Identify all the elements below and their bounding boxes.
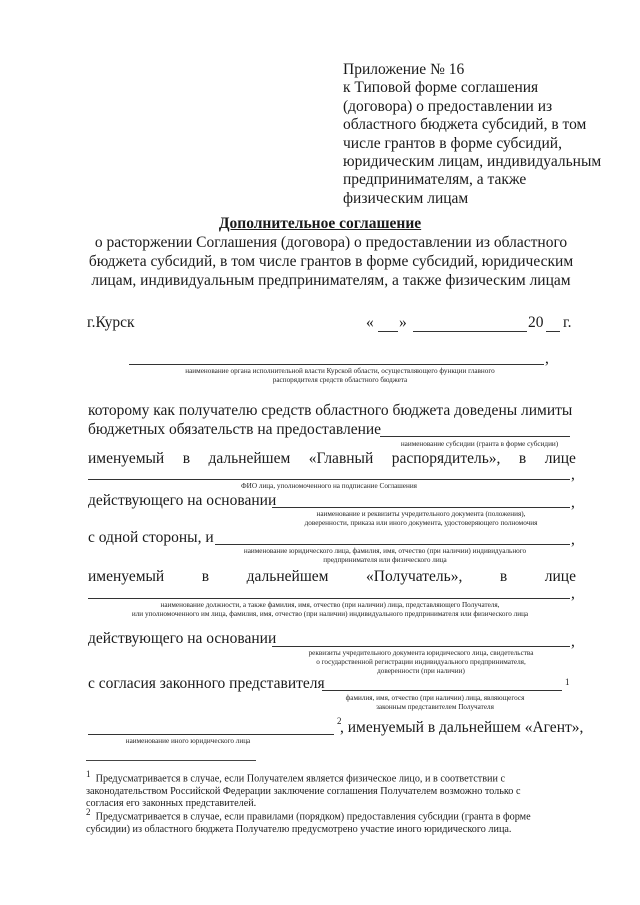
footnote-1: $^1$ Предусматривается в случае, если Получателем является физическое лицо, и в соответствии с законодательством Российской Федерации заключение соглашения Получателем возможно только с согласия его законных представителей.	[86, 769, 521, 810]
footnote-2: $^2$ Предусматривается в случае, если правилами (порядком) предоставления субсидии (гранта в форме субсидии) из областного бюджета Получателю предусмотрено участие иного юридического лица.	[86, 807, 531, 835]
consent-label: с согласия законного представителя	[88, 675, 325, 692]
authority-blank[interactable]	[129, 364, 544, 365]
authority-note: наименование органа исполнительной власти Курской области, осуществляющего функции главного распорядителя средств областного бюджета	[185, 367, 495, 384]
acting2-blank[interactable]	[272, 646, 570, 647]
appendix-line: физическим лицам	[343, 189, 469, 207]
year-suffix: г.	[563, 314, 572, 331]
date-open-quote: «	[366, 314, 374, 331]
acting1-label: действующего на основании	[88, 492, 277, 509]
agent-blank[interactable]	[88, 734, 334, 735]
recipient-note: наименование должности, а также фамилия, имя, отчество (при наличии) лица, представляющего Получателя, или уполномоченного им лица, фамилия, имя, отчество (при наличии) индивидуального предпринимателя или физического лица	[131, 601, 529, 618]
appendix-header	[343, 61, 613, 208]
day-blank[interactable]	[378, 331, 398, 332]
acting2-label: действующего на основании	[88, 630, 277, 647]
document-subtitle	[86, 233, 576, 290]
named-chief-row: именуемый в дальнейшем «Главный распорядитель», в лице	[88, 450, 576, 467]
footnote-separator	[86, 760, 256, 761]
appendix-line: областного бюджета субсидий, в том	[343, 116, 587, 134]
acting2-note: реквизиты учредительного документа юридического лица, свидетельства о государственной регистрации индивидуального предпринимателя, доверенности (при наличии)	[308, 649, 534, 675]
representative-blank[interactable]	[322, 690, 562, 691]
place-of-signing: г.Курск	[87, 314, 135, 331]
subsidy-blank[interactable]	[380, 436, 570, 437]
one-side-label: с одной стороны, и	[88, 529, 214, 546]
document-page: Приложение № 16 к Типовой форме соглашения (договора) о предоставлении из областного бюджета субсидий, в том числе грантов в форме субсидий, юридическим лицам, индивидуальным предпринимателям, а также физическим лицам Дополнительное соглашение о расторжении Соглашения (договора) о предоставлении из областного бюджета субсидий, в том числе грантов в форме субсидий, юридическим лицам, индивидуальным предпринимателям, а также физическим лицам г.Курск « » 20 г. , наименование органа исполнительной власти Курской области, осуществляющего функции главного распорядителя средств областного бюджета которому как получателю средств областного бюджета доведены лимиты бюджетных обязательств на предоставление наименование субсидии (гранта в форме субсидии) именуемый в дальнейшем «Главный распорядитель», в лице , ФИО лица, уполномоченного на подписание Соглашения действующего на основании , наименование и реквизиты учредительного документа (положения), доверенности, приказа или иного документа, удостоверяющего полномочия с одной стороны, и , наименование юридического лица, фамилия, имя, отчество (при наличии) индивидуального предпринимателя или физического лица именуемый в дальнейшем «Получатель», в лице , наименование должности, а также фамилия, имя, отчество (при наличии) лица, представляющего Получателя, или уполномоченного им лица, фамилия, имя, отчество (при наличии) индивидуального предпринимателя или физического лица действующего на основании , реквизиты учредительного документа юридического лица, свидетельства о государственной регистрации индивидуального предпринимателя, доверенности (при наличии) с согласия законного представителя 1 фамилия, имя, отчество (при наличии) лица, являющегося законным представителем Получателя 2 , именуемый в дальнейшем «Агент», наименование иного юридического лица $^1$ Предусматривается в случае, если Получателем является физическое лицо, и в соответствии с законодательством Российской Федерации заключение соглашения Получателем возможно только с согласия его законных представителей. $^2$ Предусматривается в случае, если правилами (порядком) предоставления субсидии (гранта в форме субсидии) из областного бюджета Получателю предусмотрено участие иного юридического лица.	[0, 0, 640, 905]
month-blank[interactable]	[413, 331, 527, 332]
one-side-note: наименование юридического лица, фамилия, имя, отчество (при наличии) индивидуального предпринимателя или физического лица	[243, 547, 527, 564]
recipient-name-blank[interactable]	[215, 544, 570, 545]
subsidy-note: наименование субсидии (гранта в форме субсидии)	[400, 440, 559, 448]
document-title: Дополнительное соглашение	[218, 215, 422, 232]
fio-note: ФИО лица, уполномоченного на подписание Соглашения	[241, 482, 417, 490]
recipient-rep-blank[interactable]	[88, 598, 570, 599]
subtitle-line: о расторжении Соглашения (договора) о предоставлении из областного	[94, 234, 568, 251]
appendix-line: к Типовой форме соглашения	[343, 79, 539, 97]
acting1-note: наименование и реквизиты учредительного документа (положения), доверенности, приказа или иного документа, удостоверяющего полномочия	[304, 510, 538, 527]
appendix-line: Приложение № 16	[343, 61, 465, 78]
acting1-blank[interactable]	[272, 507, 570, 508]
subtitle-line: бюджета субсидий, в том числе грантов в форме субсидий, юридическим	[88, 253, 574, 270]
appendix-line: (договора) о предоставлении из	[343, 97, 553, 115]
para1-line1: которому как получателю средств областного бюджета доведены лимиты	[88, 402, 573, 419]
date-close-quote: »	[399, 314, 407, 331]
footnote-ref-2[interactable]: 2	[337, 716, 342, 726]
footnote-ref-1[interactable]: 1	[565, 677, 570, 687]
appendix-line: предпринимателям, а также	[343, 171, 527, 189]
appendix-line: числе грантов в форме субсидий,	[343, 134, 562, 152]
appendix-line: юридическим лицам, индивидуальным	[343, 153, 602, 171]
consent-note: фамилия, имя, отчество (при наличии) лица, являющегося законным представителем Получателя	[345, 694, 525, 711]
para1-line2: бюджетных обязательств на предоставление	[88, 421, 382, 438]
agent-note: наименование иного юридического лица	[125, 737, 251, 745]
agent-text: , именуемый в дальнейшем «Агент»,	[340, 719, 584, 736]
fio-blank[interactable]	[88, 479, 570, 480]
year-prefix: 20	[528, 314, 544, 331]
subtitle-line: лицам, индивидуальным предпринимателям, а также физическим лицам	[91, 272, 571, 289]
named-recipient-row: именуемый в дальнейшем «Получатель», в лице	[88, 568, 576, 585]
year-blank[interactable]	[546, 331, 560, 332]
